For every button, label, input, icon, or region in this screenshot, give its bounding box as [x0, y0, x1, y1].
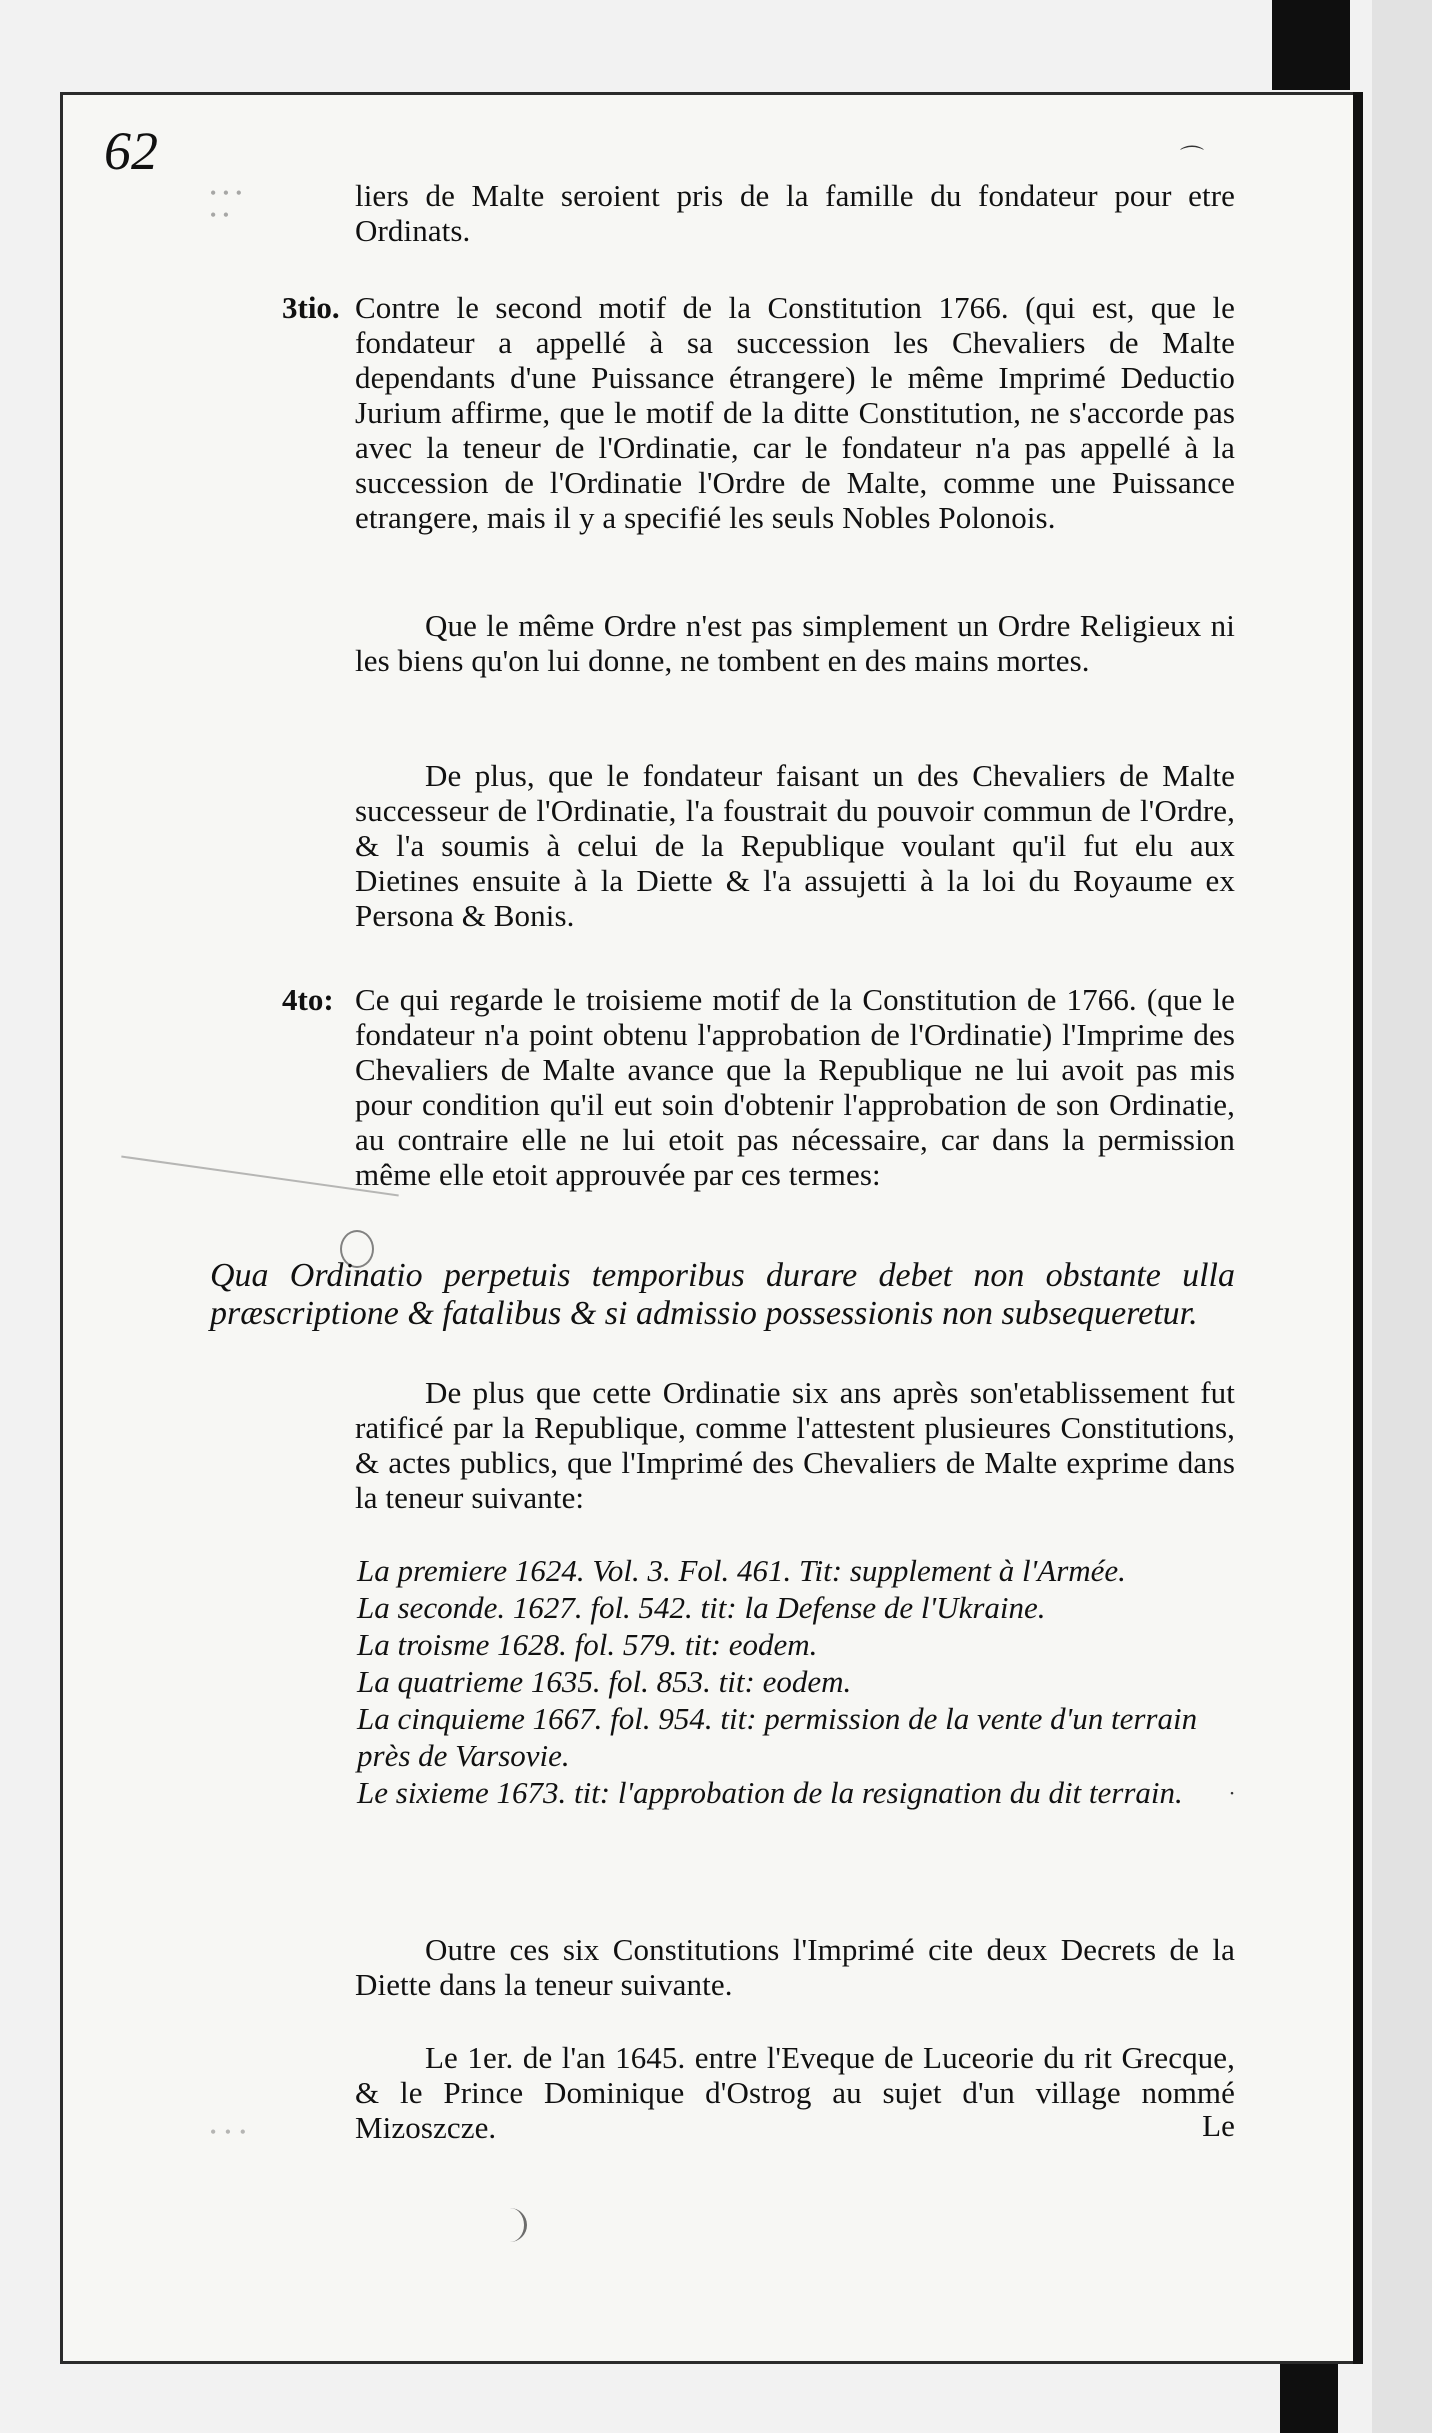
constitution-list-item: Le sixieme 1673. tit: l'approbation de la resignation du dit terrain.	[357, 1775, 1183, 1810]
section-4-text: Ce qui regarde le troisieme motif de la Constitution de 1766. (que le fondateur n'a point obtenu l'approbation de l'Ordinatie) l'Imprime des Chevaliers de Malte avance que la Republique ne lui avoit pas mis pour condition qu'il eut soin d'obtenir l'approbation de son Ordinatie, au contraire elle ne lui etoit pas nécessaire, car dans la permission même elle etoit approuvée par ces termes:	[355, 982, 1235, 1192]
constitution-list-item: La cinquieme 1667. fol. 954. tit: permission de la vente d'un terrain près de Varsovie.	[357, 1701, 1198, 1773]
faint-marginal-mark-bottom: • • •	[210, 2122, 248, 2142]
paragraph-founder-knight: De plus, que le fondateur faisant un des Chevaliers de Malte successeur de l'Ordinatie, l'a foustrait du pouvoir commun de l'Ordre, & l'a soumis à celui de la Republique voulant qu'il fut elu aux Dietines ensuite à la Diette & l'a assujetti à la loi du Royaume ex Persona & Bonis.	[355, 758, 1235, 933]
paragraph-first-decree: Le 1er. de l'an 1645. entre l'Eveque de Luceorie du rit Grecque, & le Prince Dominique d'Ostrog au sujet d'un village nommé Mizoszcze.	[355, 2040, 1235, 2145]
scan-right-margin	[1372, 0, 1432, 2433]
constitution-list	[357, 1552, 1233, 1811]
paragraph-decrees-intro: Outre ces six Constitutions l'Imprimé cite deux Decrets de la Diette dans la teneur suivante.	[355, 1932, 1235, 2002]
section-label-4to: 4to:	[282, 982, 334, 1017]
page-right-rule	[1353, 92, 1363, 2364]
constitution-list-item: La premiere 1624. Vol. 3. Fol. 461. Tit: supplement à l'Armée.	[357, 1553, 1126, 1588]
page-number: 62	[104, 121, 158, 181]
latin-quote: Qua Ordinatio perpetuis temporibus durare debet non obstante ulla præscriptione & fatalibus & si admissio possessionis non subsequeretur.	[210, 1257, 1235, 1332]
small-pen-mark: ⌒	[1180, 146, 1204, 172]
faint-marginal-mark: • • • • •	[210, 183, 243, 225]
constitution-list-item: La seconde. 1627. fol. 542. tit: la Defense de l'Ukraine.	[357, 1590, 1046, 1625]
catchword: Le	[1202, 2108, 1235, 2143]
small-pen-mark: ˙	[1228, 1788, 1236, 1814]
constitution-list-item: La troisme 1628. fol. 579. tit: eodem.	[357, 1627, 818, 1662]
paragraph-religious-order: Que le même Ordre n'est pas simplement un Ordre Religieux ni les biens qu'on lui donne, ne tombent en des mains mortes.	[355, 608, 1235, 678]
paragraph-ratification: De plus que cette Ordinatie six ans après son'etablissement fut ratificé par la Republique, comme l'attestent plusieures Constitutions, & actes publics, que l'Imprimé des Chevaliers de Malte exprime dans la teneur suivante:	[355, 1375, 1235, 1515]
section-label-3tio: 3tio.	[282, 290, 340, 325]
opening-paragraph: liers de Malte seroient pris de la famille du fondateur pour etre Ordinats.	[355, 178, 1235, 248]
scan-dark-bar-top	[1272, 0, 1350, 90]
section-3-text: Contre le second motif de la Constitution 1766. (qui est, que le fondateur a appellé à sa succession les Chevaliers de Malte dependants d'une Puissance étrangere) le même Imprimé Deductio Jurium affirme, que le motif de la ditte Constitution, ne s'accorde pas avec la teneur de l'Ordinatie, car le fondateur n'a pas appellé à la succession de l'Ordinatie l'Ordre de Malte, comme une Puissance etrangere, mais il y a specifié les seuls Nobles Polonois.	[355, 290, 1235, 535]
constitution-list-item: La quatrieme 1635. fol. 853. tit: eodem.	[357, 1664, 852, 1699]
